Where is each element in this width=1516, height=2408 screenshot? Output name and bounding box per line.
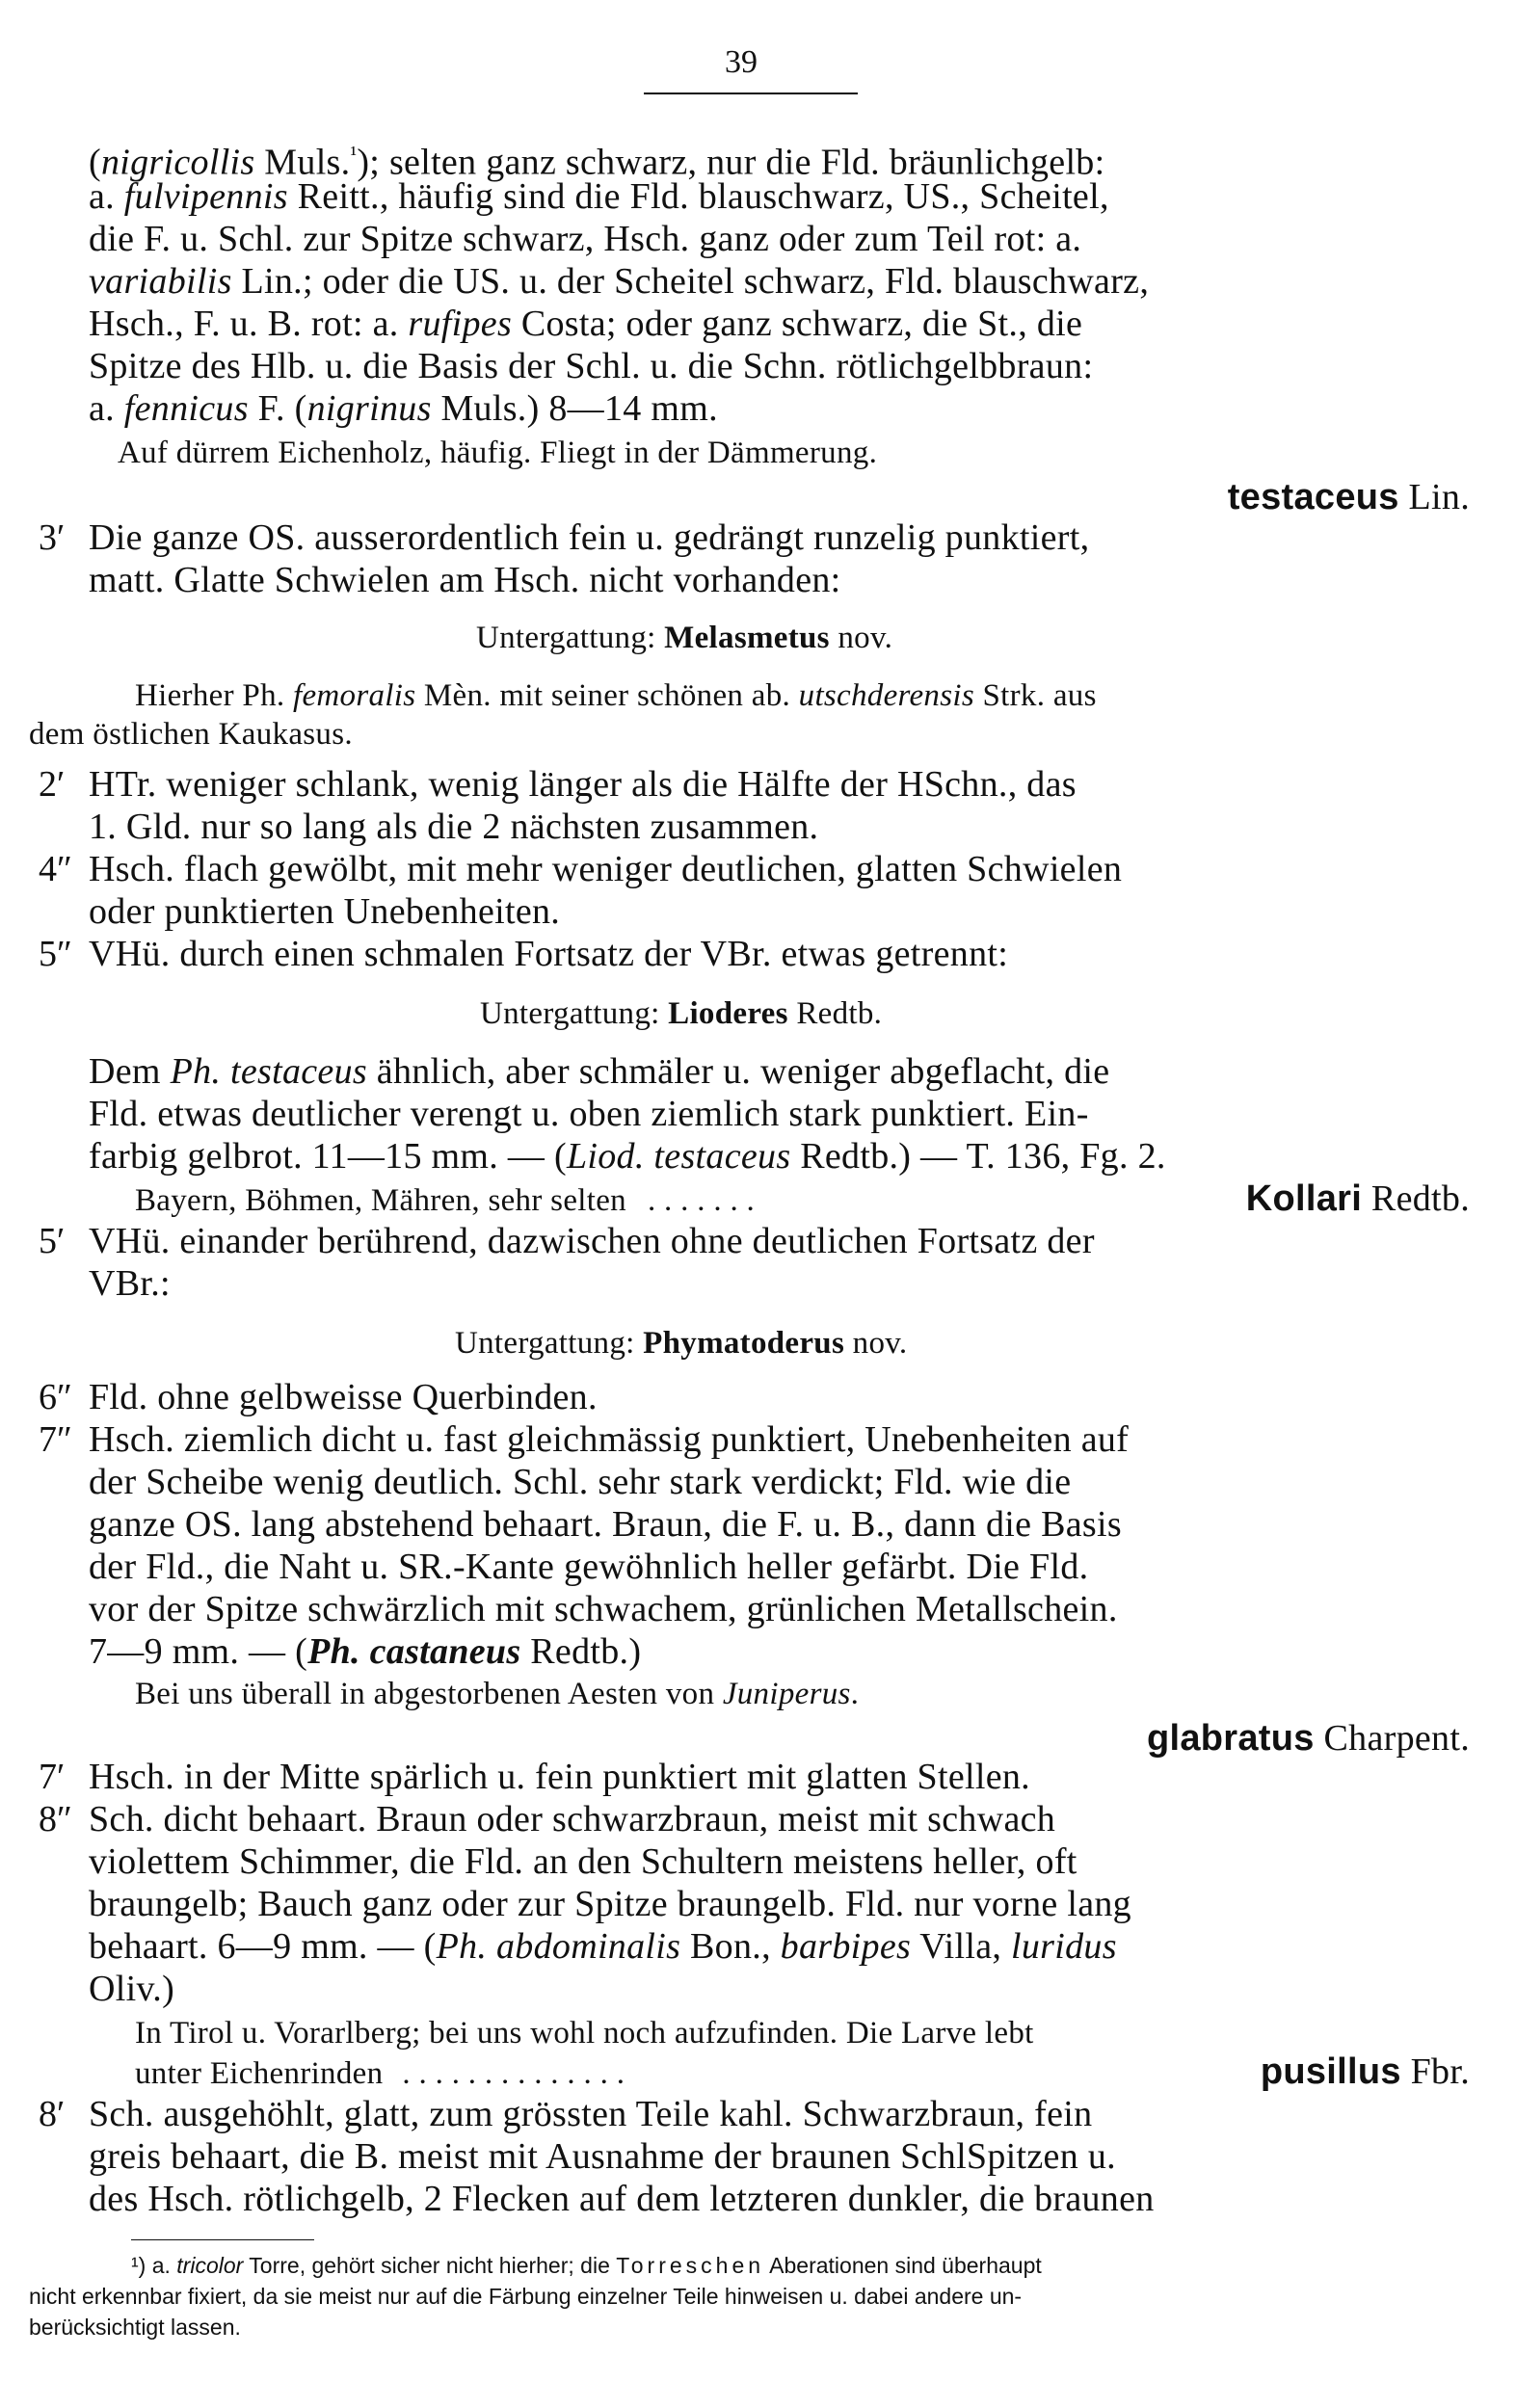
c8a-line-2: violettem Schimmer, die Fld. an den Schultern meistens heller, oft	[89, 1841, 1077, 1882]
couplet-number: 6″	[39, 1377, 72, 1417]
p1-line-5: Hsch., F. u. B. rot: a. rufipes Costa; oder ganz schwarz, die St., die	[89, 304, 1083, 344]
footnote-line-1: ¹) a. tricolor Torre, gehört sicher nicht hierher; die Torreschen Aberationen sind überhaupt	[131, 2253, 1042, 2278]
couplet-number: 7″	[39, 1419, 72, 1460]
c7b-line-1: Hsch. in der Mitte spärlich u. fein punktiert mit glatten Stellen.	[89, 1757, 1030, 1797]
c6-line-1: Fld. ohne gelbweisse Querbinden.	[89, 1377, 598, 1417]
c3-line-1: Die ganze OS. ausserordentlich fein u. gedrängt runzelig punktiert,	[89, 517, 1090, 558]
p1-line-7: a. fennicus F. (nigrinus Muls.) 8—14 mm.	[89, 388, 718, 429]
species-name: testaceus	[1227, 477, 1399, 517]
c8b-line-1: Sch. ausgehöhlt, glatt, zum grössten Teile kahl. Schwarzbraun, fein	[89, 2094, 1093, 2134]
species-name: glabratus	[1146, 1718, 1315, 1759]
c7a-line-1: Hsch. ziemlich dicht u. fast gleichmässig punktiert, Unebenheiten auf	[89, 1419, 1130, 1460]
c7a-line-2: der Scheibe wenig deutlich. Schl. sehr stark verdickt; Fld. wie die	[89, 1462, 1072, 1502]
p1-habitat: Auf dürrem Eichenholz, häufig. Fliegt in der Dämmerung.	[118, 436, 878, 470]
subgenus-heading: Untergattung: Phymatoderus nov.	[455, 1326, 908, 1361]
c5b-line-1: VHü. einander berührend, dazwischen ohne deutlichen Fortsatz der	[89, 1221, 1095, 1261]
couplet-number: 7′	[39, 1757, 66, 1797]
c3-line-2: matt. Glatte Schwielen am Hsch. nicht vorhanden:	[89, 560, 841, 600]
c7a-line-4: der Fld., die Naht u. SR.-Kante gewöhnlich heller gefärbt. Die Fld.	[89, 1547, 1089, 1587]
p1-line-4: variabilis Lin.; oder die US. u. der Scheitel schwarz, Fld. blauschwarz,	[89, 261, 1150, 302]
c7a-line-3: ganze OS. lang abstehend behaart. Braun, die F. u. B., dann die Basis	[89, 1504, 1122, 1545]
c8b-line-2: greis behaart, die B. meist mit Ausnahme der braunen SchlSpitzen u.	[89, 2136, 1116, 2177]
species-name: Kollari	[1245, 1178, 1363, 1219]
c7a-habitat: Bei uns überall in abgestorbenen Aesten von Juniperus.	[135, 1677, 860, 1711]
c5a-desc-2: Fld. etwas deutlicher verengt u. oben ziemlich stark punktiert. Ein-	[89, 1094, 1089, 1134]
c7a-species-line: glabratus Charpent.	[1146, 1718, 1470, 1759]
couplet-number: 5′	[39, 1221, 66, 1261]
species-name: pusillus	[1260, 2051, 1401, 2092]
p1-line-6: Spitze des Hlb. u. die Basis der Schl. u. die Schn. rötlichgelbbraun:	[89, 346, 1094, 386]
c8a-habitat-2: unter Eichenrinden . . . . . . . . . . . . . .	[135, 2056, 625, 2091]
c5a-habitat: Bayern, Böhmen, Mähren, sehr selten . . . . . . .	[135, 1183, 756, 1218]
subgenus-heading: Untergattung: Melasmetus nov.	[476, 621, 893, 655]
p1-line-1: (nigricollis Muls.$^{^1}$); selten ganz schwarz, nur die Fld. bräunlichgelb:	[89, 142, 1105, 183]
c8a-species-line: pusillus Fbr.	[1260, 2051, 1470, 2092]
header-rule	[644, 93, 858, 94]
c4-line-2: oder punktierten Unebenheiten.	[89, 891, 561, 932]
p1-species-line: testaceus Lin.	[1227, 477, 1470, 517]
c7a-line-5: vor der Spitze schwärzlich mit schwachem, grünlichen Metallschein.	[89, 1589, 1118, 1629]
c3-note-2: dem östlichen Kaukasus.	[29, 717, 353, 752]
p1-line-2: a. fulvipennis Reitt., häufig sind die Fld. blauschwarz, US., Scheitel,	[89, 176, 1109, 217]
c5a-desc-3: farbig gelbrot. 11—15 mm. — (Liod. testaceus Redtb.) — T. 136, Fg. 2.	[89, 1136, 1166, 1177]
couplet-number: 8″	[39, 1799, 72, 1839]
couplet-number: 3′	[39, 517, 66, 558]
c5a-line-1: VHü. durch einen schmalen Fortsatz der VBr. etwas getrennt:	[89, 934, 1009, 974]
c8a-line-1: Sch. dicht behaart. Braun oder schwarzbraun, meist mit schwach	[89, 1799, 1056, 1839]
c7a-line-6: 7—9 mm. — (Ph. castaneus Redtb.)	[89, 1631, 642, 1672]
c5a-desc-1: Dem Ph. testaceus ähnlich, aber schmäler u. weniger abgeflacht, die	[89, 1051, 1110, 1092]
page-number: 39	[725, 44, 758, 80]
c8a-line-3: braungelb; Bauch ganz oder zur Spitze braungelb. Fld. nur vorne lang	[89, 1884, 1131, 1924]
c5a-species-line: Kollari Redtb.	[1245, 1178, 1470, 1219]
footnote-line-2: nicht erkennbar fixiert, da sie meist nur auf die Färbung einzelner Teile hinweisen u. dabei andere un-	[29, 2284, 1023, 2309]
c8a-line-4: behaart. 6—9 mm. — (Ph. abdominalis Bon., barbipes Villa, luridus	[89, 1926, 1117, 1967]
c5b-line-2: VBr.:	[89, 1263, 171, 1304]
couplet-number: 5″	[39, 934, 72, 974]
c8a-line-5: Oliv.)	[89, 1969, 175, 2009]
c8a-habitat-1: In Tirol u. Vorarlberg; bei uns wohl noch aufzufinden. Die Larve lebt	[135, 2016, 1034, 2051]
c8b-line-3: des Hsch. rötlichgelb, 2 Flecken auf dem letzteren dunkler, die braunen	[89, 2179, 1155, 2219]
couplet-number: 4″	[39, 849, 72, 889]
footnote-rule	[131, 2239, 314, 2240]
c2-line-1: HTr. weniger schlank, wenig länger als die Hälfte der HSchn., das	[89, 764, 1077, 805]
c3-note-1: Hierher Ph. femoralis Mèn. mit seiner schönen ab. utschderensis Strk. aus	[135, 678, 1097, 713]
p1-line-3: die F. u. Schl. zur Spitze schwarz, Hsch. ganz oder zum Teil rot: a.	[89, 219, 1082, 259]
c2-line-2: 1. Gld. nur so lang als die 2 nächsten zusammen.	[89, 807, 819, 847]
c4-line-1: Hsch. flach gewölbt, mit mehr weniger deutlichen, glatten Schwielen	[89, 849, 1123, 889]
couplet-number: 8′	[39, 2094, 66, 2134]
footnote-line-3: berücksichtigt lassen.	[29, 2315, 241, 2340]
subgenus-heading: Untergattung: Lioderes Redtb.	[480, 996, 883, 1031]
couplet-number: 2′	[39, 764, 66, 805]
